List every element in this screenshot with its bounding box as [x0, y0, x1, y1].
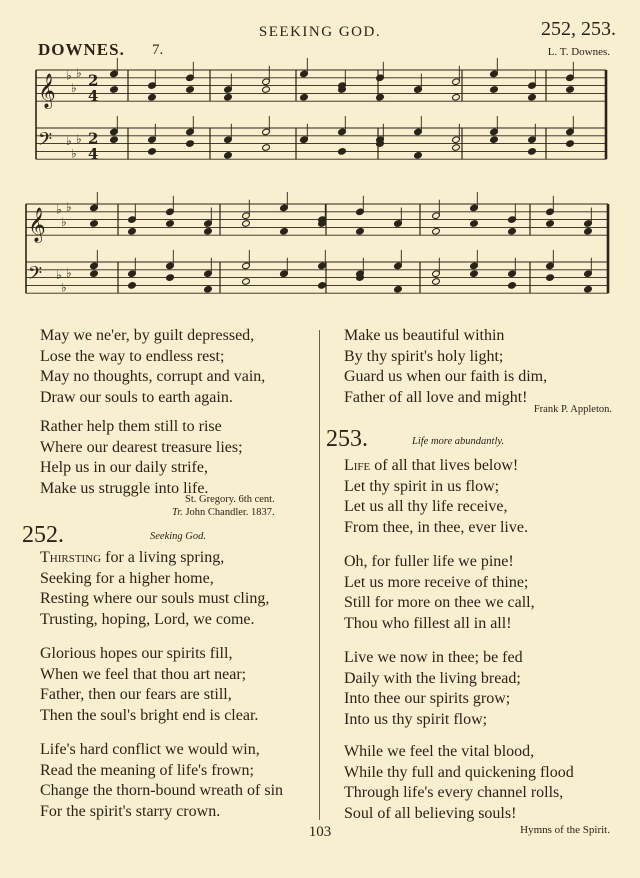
verse-line: Make us struggle into life.: [40, 479, 209, 497]
verse-line: Glorious hopes our spirits fill,: [40, 645, 233, 662]
clef-glyph: 𝄞: [28, 207, 46, 243]
flat-sign: ♭: [76, 131, 82, 146]
verse-line: May we ne'er, by guilt depressed,: [40, 327, 255, 344]
verse-line: Oh, for fuller life we pine!: [344, 553, 514, 570]
verse-line: Soul of all believing souls!: [344, 804, 517, 822]
translator-label: Tr.: [172, 507, 183, 518]
verse-line: Let us all thy life receive,: [344, 498, 508, 516]
stanza-253-3: [344, 648, 523, 730]
flat-sign: ♭: [61, 280, 67, 295]
verse-line: From thee, in thee, ever live.: [344, 518, 528, 536]
time-signature: 2: [88, 129, 99, 148]
note-head: [508, 228, 517, 236]
verse-line: Resting where our souls must cling,: [40, 590, 270, 608]
verse-line: When we feel that thou art near;: [40, 665, 247, 683]
running-title: SEEKING GOD.: [258, 24, 382, 40]
note-head: [186, 140, 195, 148]
note-head: [470, 220, 479, 228]
verse-line: Let us more receive of thine;: [344, 573, 529, 591]
note-head: [432, 278, 441, 286]
clef-glyph: 𝄞: [38, 73, 56, 109]
column-divider: [319, 330, 320, 820]
verse-line: Into thee our spirits grow;: [344, 690, 511, 708]
note-head: [262, 86, 271, 94]
staff-systems: [26, 58, 608, 295]
note-head: [90, 270, 99, 278]
verse-line: While we feel the vital blood,: [344, 743, 535, 760]
stanza-252-2: [40, 644, 258, 726]
note-head: [546, 220, 555, 228]
stanza-253-2: [344, 552, 535, 634]
first-word: Life: [344, 457, 371, 474]
flat-sign: ♭: [66, 134, 72, 149]
flat-sign: ♭: [56, 202, 62, 217]
verse-line: By thy spirit's holy light;: [344, 347, 504, 365]
note-head: [242, 278, 251, 286]
time-signature: 4: [88, 87, 99, 106]
note-head: [432, 228, 441, 236]
verse-line: Make us beautiful within: [344, 327, 505, 344]
verse-line: May no thoughts, corrupt and vain,: [40, 368, 266, 386]
note-head: [148, 94, 157, 102]
verse-line: Where our dearest treasure lies;: [40, 438, 243, 456]
time-signature: 2: [88, 71, 99, 90]
note-head: [204, 228, 213, 236]
hymn-number-253: 253.: [326, 426, 368, 452]
hymn-subtitle-252: Seeking God.: [150, 531, 206, 542]
note-head: [300, 94, 309, 102]
verse-line: While thy full and quickening flood: [344, 763, 574, 781]
note-head: [490, 136, 499, 144]
verse-line: Still for more on thee we call,: [344, 594, 535, 612]
verse-line: Daily with the living bread;: [344, 669, 521, 687]
flat-sign: ♭: [66, 200, 72, 215]
verse-line: Rather help them still to rise: [40, 418, 222, 435]
author-credit: St. Gregory. 6th cent.: [185, 494, 275, 505]
verse-line-first: [344, 456, 528, 477]
stanza-left-2: [40, 417, 243, 499]
note-head: [414, 152, 423, 160]
note-head: [166, 274, 175, 282]
time-signature: 4: [88, 145, 99, 164]
note-head: [338, 148, 347, 156]
note-head: [90, 220, 99, 228]
note-head: [128, 228, 137, 236]
verse-line: Life's hard conflict we would win,: [40, 741, 260, 758]
stanza-left-1: [40, 326, 265, 408]
stanza-253-4: [344, 742, 574, 824]
flat-sign: ♭: [71, 80, 77, 95]
note-head: [280, 270, 289, 278]
hymn-numbers-header: 252, 253.: [541, 18, 616, 40]
flat-sign: ♭: [66, 265, 72, 280]
author-credit-appleton: Frank P. Appleton.: [533, 404, 612, 415]
verse-line: Guard us when our faith is dim,: [344, 368, 548, 386]
translator-name: John Chandler. 1837.: [185, 507, 275, 518]
note-head: [242, 220, 251, 228]
note-head: [148, 148, 157, 156]
verse-line: Live we now in thee; be fed: [344, 649, 523, 666]
note-head: [224, 152, 233, 160]
note-head: [128, 282, 137, 290]
note-head: [186, 86, 195, 94]
stanza-252-1: [40, 548, 269, 630]
note-head: [490, 86, 499, 94]
note-head: [452, 144, 461, 152]
flat-sign: ♭: [56, 268, 62, 283]
verse-line: Into us thy spirit flow;: [344, 710, 488, 728]
note-head: [566, 140, 575, 148]
tune-meter: 7.: [152, 42, 164, 58]
note-head: [528, 94, 537, 102]
flat-sign: ♭: [66, 68, 72, 83]
verse-line: Read the meaning of life's frown;: [40, 761, 254, 779]
verse-line: Seeking for a higher home,: [40, 569, 214, 587]
first-line-rest: for a living spring,: [101, 549, 225, 566]
verse-line: Thou who fillest all in all!: [344, 614, 512, 632]
page-number: 103: [308, 824, 332, 840]
tune-name: DOWNES.: [38, 40, 125, 59]
note-head: [414, 86, 423, 94]
verse-line: Draw our souls to earth again.: [40, 388, 233, 406]
note-head: [584, 286, 593, 294]
clef-glyph: 𝄢: [38, 129, 53, 155]
note-head: [204, 286, 213, 294]
note-head: [394, 220, 403, 228]
verse-line: Father, then our fears are still,: [40, 686, 232, 704]
flat-sign: ♭: [76, 66, 82, 81]
verse-line: Trusting, hoping, Lord, we come.: [40, 610, 255, 628]
verse-line: Through life's every channel rolls,: [344, 784, 564, 802]
first-word: Thirsting: [40, 549, 102, 566]
verse-line: Father of all love and might!: [344, 388, 528, 406]
first-line-rest: of all that lives below!: [370, 457, 519, 474]
note-head: [546, 274, 555, 282]
verse-line: Then the soul's bright end is clear.: [40, 706, 259, 724]
note-head: [528, 148, 537, 156]
translator-credit: [172, 507, 275, 518]
note-head: [166, 220, 175, 228]
hymn-subtitle-253: Life more abundantly.: [412, 436, 505, 447]
note-head: [508, 282, 517, 290]
note-head: [224, 94, 233, 102]
flat-sign: ♭: [61, 214, 67, 229]
stanza-right-cont: [344, 326, 547, 408]
verse-line: Help us in our daily strife,: [40, 459, 208, 477]
music-score: [0, 0, 640, 320]
composer: L. T. Downes.: [547, 46, 610, 58]
stanza-252-3: [40, 740, 283, 822]
note-head: [280, 228, 289, 236]
note-head: [452, 94, 461, 102]
verse-line: Change the thorn-bound wreath of sin: [40, 782, 284, 800]
stanza-253-1: [344, 456, 528, 538]
note-head: [376, 94, 385, 102]
flat-sign: ♭: [71, 146, 77, 161]
verse-line-first: [40, 548, 269, 569]
verse-line: Lose the way to endless rest;: [40, 347, 225, 365]
hymn-number-252: 252.: [22, 522, 64, 548]
note-head: [110, 136, 119, 144]
note-head: [300, 136, 309, 144]
verse-line: Let thy spirit in us flow;: [344, 477, 500, 495]
note-head: [318, 282, 327, 290]
source-credit: Hymns of the Spirit.: [520, 824, 610, 836]
note-head: [262, 144, 271, 152]
note-head: [470, 270, 479, 278]
note-head: [356, 228, 365, 236]
note-head: [566, 86, 575, 94]
note-head: [110, 86, 119, 94]
clef-glyph: 𝄢: [28, 263, 43, 289]
note-head: [394, 286, 403, 294]
verse-line: For the spirit's starry crown.: [40, 802, 221, 820]
note-head: [584, 228, 593, 236]
